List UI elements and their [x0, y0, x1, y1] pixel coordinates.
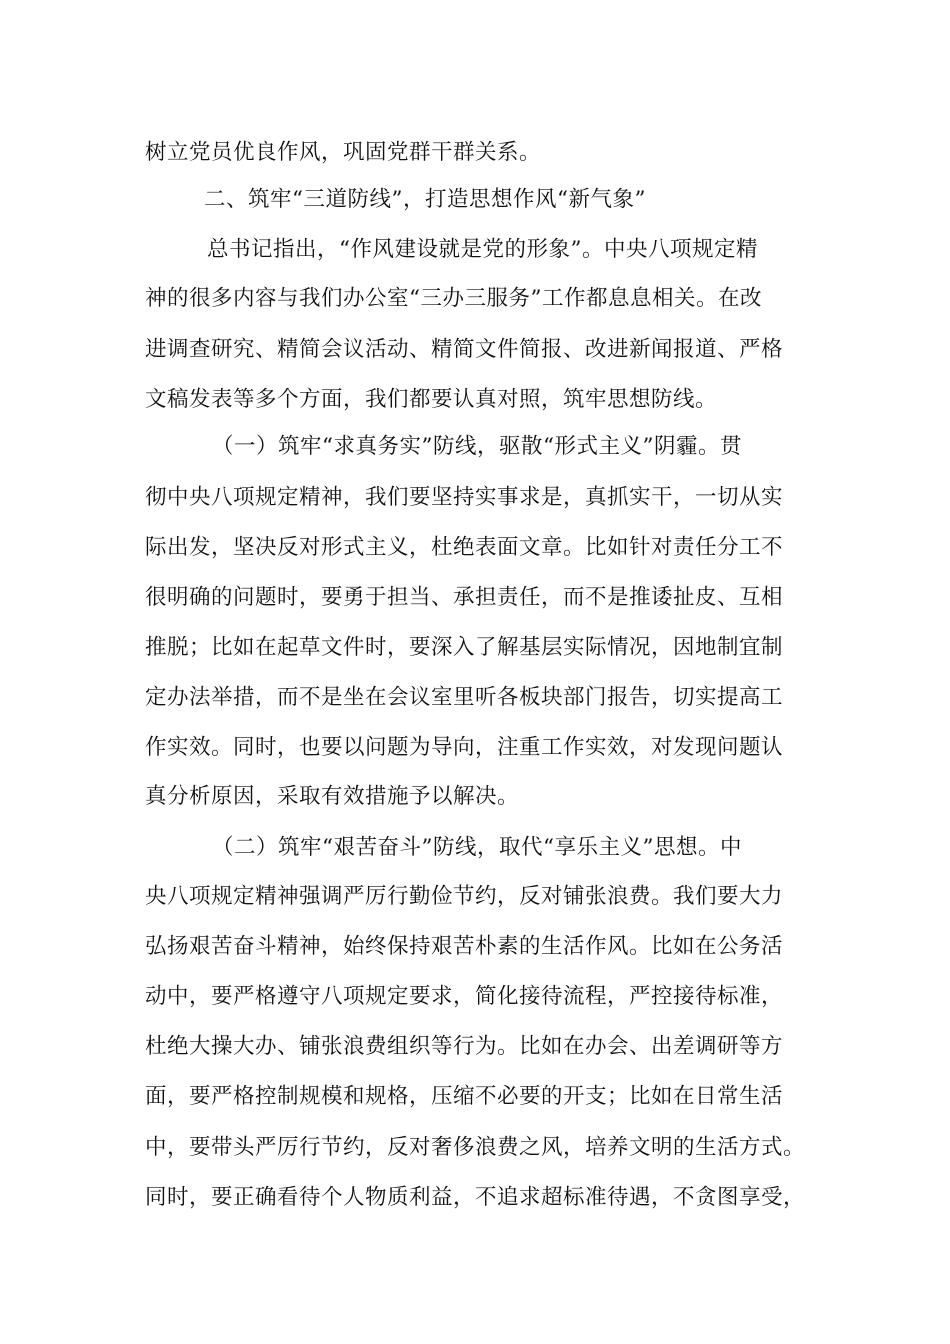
text-line: 进调查研究、精简会议活动、精简文件简报、改进新闻报道、严格: [145, 337, 784, 362]
text-line: 央八项规定精神强调严厉行勤俭节约，反对铺张浪费。我们要大力: [145, 884, 784, 909]
subsection-heading: （一）筑牢“求真务实”防线，驱散“形式主义”阴霾。贯: [212, 434, 742, 459]
text-line: 动中，要严格遵守八项规定要求，简化接待流程，严控接待标准，: [145, 984, 784, 1009]
text-line: 神的很多内容与我们办公室“三办三服务”工作都息息相关。在改: [145, 286, 762, 311]
text-line: 树立党员优良作风，巩固党群干群关系。: [145, 140, 542, 165]
text-line: 定办法举措，而不是坐在会议室里听各板块部门报告，切实提高工: [145, 685, 784, 710]
text-line: 很明确的问题时，要勇于担当、承担责任，而不是推诿扯皮、互相: [145, 585, 784, 610]
text-line: 杜绝大操大办、铺张浪费组织等行为。比如在办会、出差调研等方: [145, 1034, 784, 1059]
text-line: 推脱；比如在起草文件时，要深入了解基层实际情况，因地制宜制: [145, 635, 784, 660]
subsection-heading: （二）筑牢“艰苦奋斗”防线，取代“享乐主义”思想。中: [212, 835, 742, 860]
text-line: 际出发，坚决反对形式主义，杜绝表面文章。比如针对责任分工不: [145, 535, 784, 560]
text-line: 面，要严格控制规模和规格，压缩不必要的开支；比如在日常生活: [145, 1084, 784, 1109]
text-line: 文稿发表等多个方面，我们都要认真对照，筑牢思想防线。: [145, 387, 718, 412]
text-line: 中，要带头严厉行节约，反对奢侈浪费之风，培养文明的生活方式。: [145, 1135, 806, 1160]
section-heading: 二、筑牢“三道防线”，打造思想作风“新气象”: [204, 187, 646, 212]
text-line: 弘扬艰苦奋斗精神，始终保持艰苦朴素的生活作风。比如在公务活: [145, 934, 784, 959]
text-line: 彻中央八项规定精神，我们要坚持实事求是，真抓实干，一切从实: [145, 485, 784, 510]
text-line: 总书记指出，“作风建设就是党的形象”。中央八项规定精: [207, 237, 758, 262]
text-line: 真分析原因，采取有效措施予以解决。: [145, 784, 520, 809]
text-line: 作实效。同时，也要以问题为导向，注重工作实效，对发现问题认: [145, 735, 784, 760]
text-line: 同时，要正确看待个人物质利益，不追求超标准待遇，不贪图享受，: [145, 1185, 806, 1210]
